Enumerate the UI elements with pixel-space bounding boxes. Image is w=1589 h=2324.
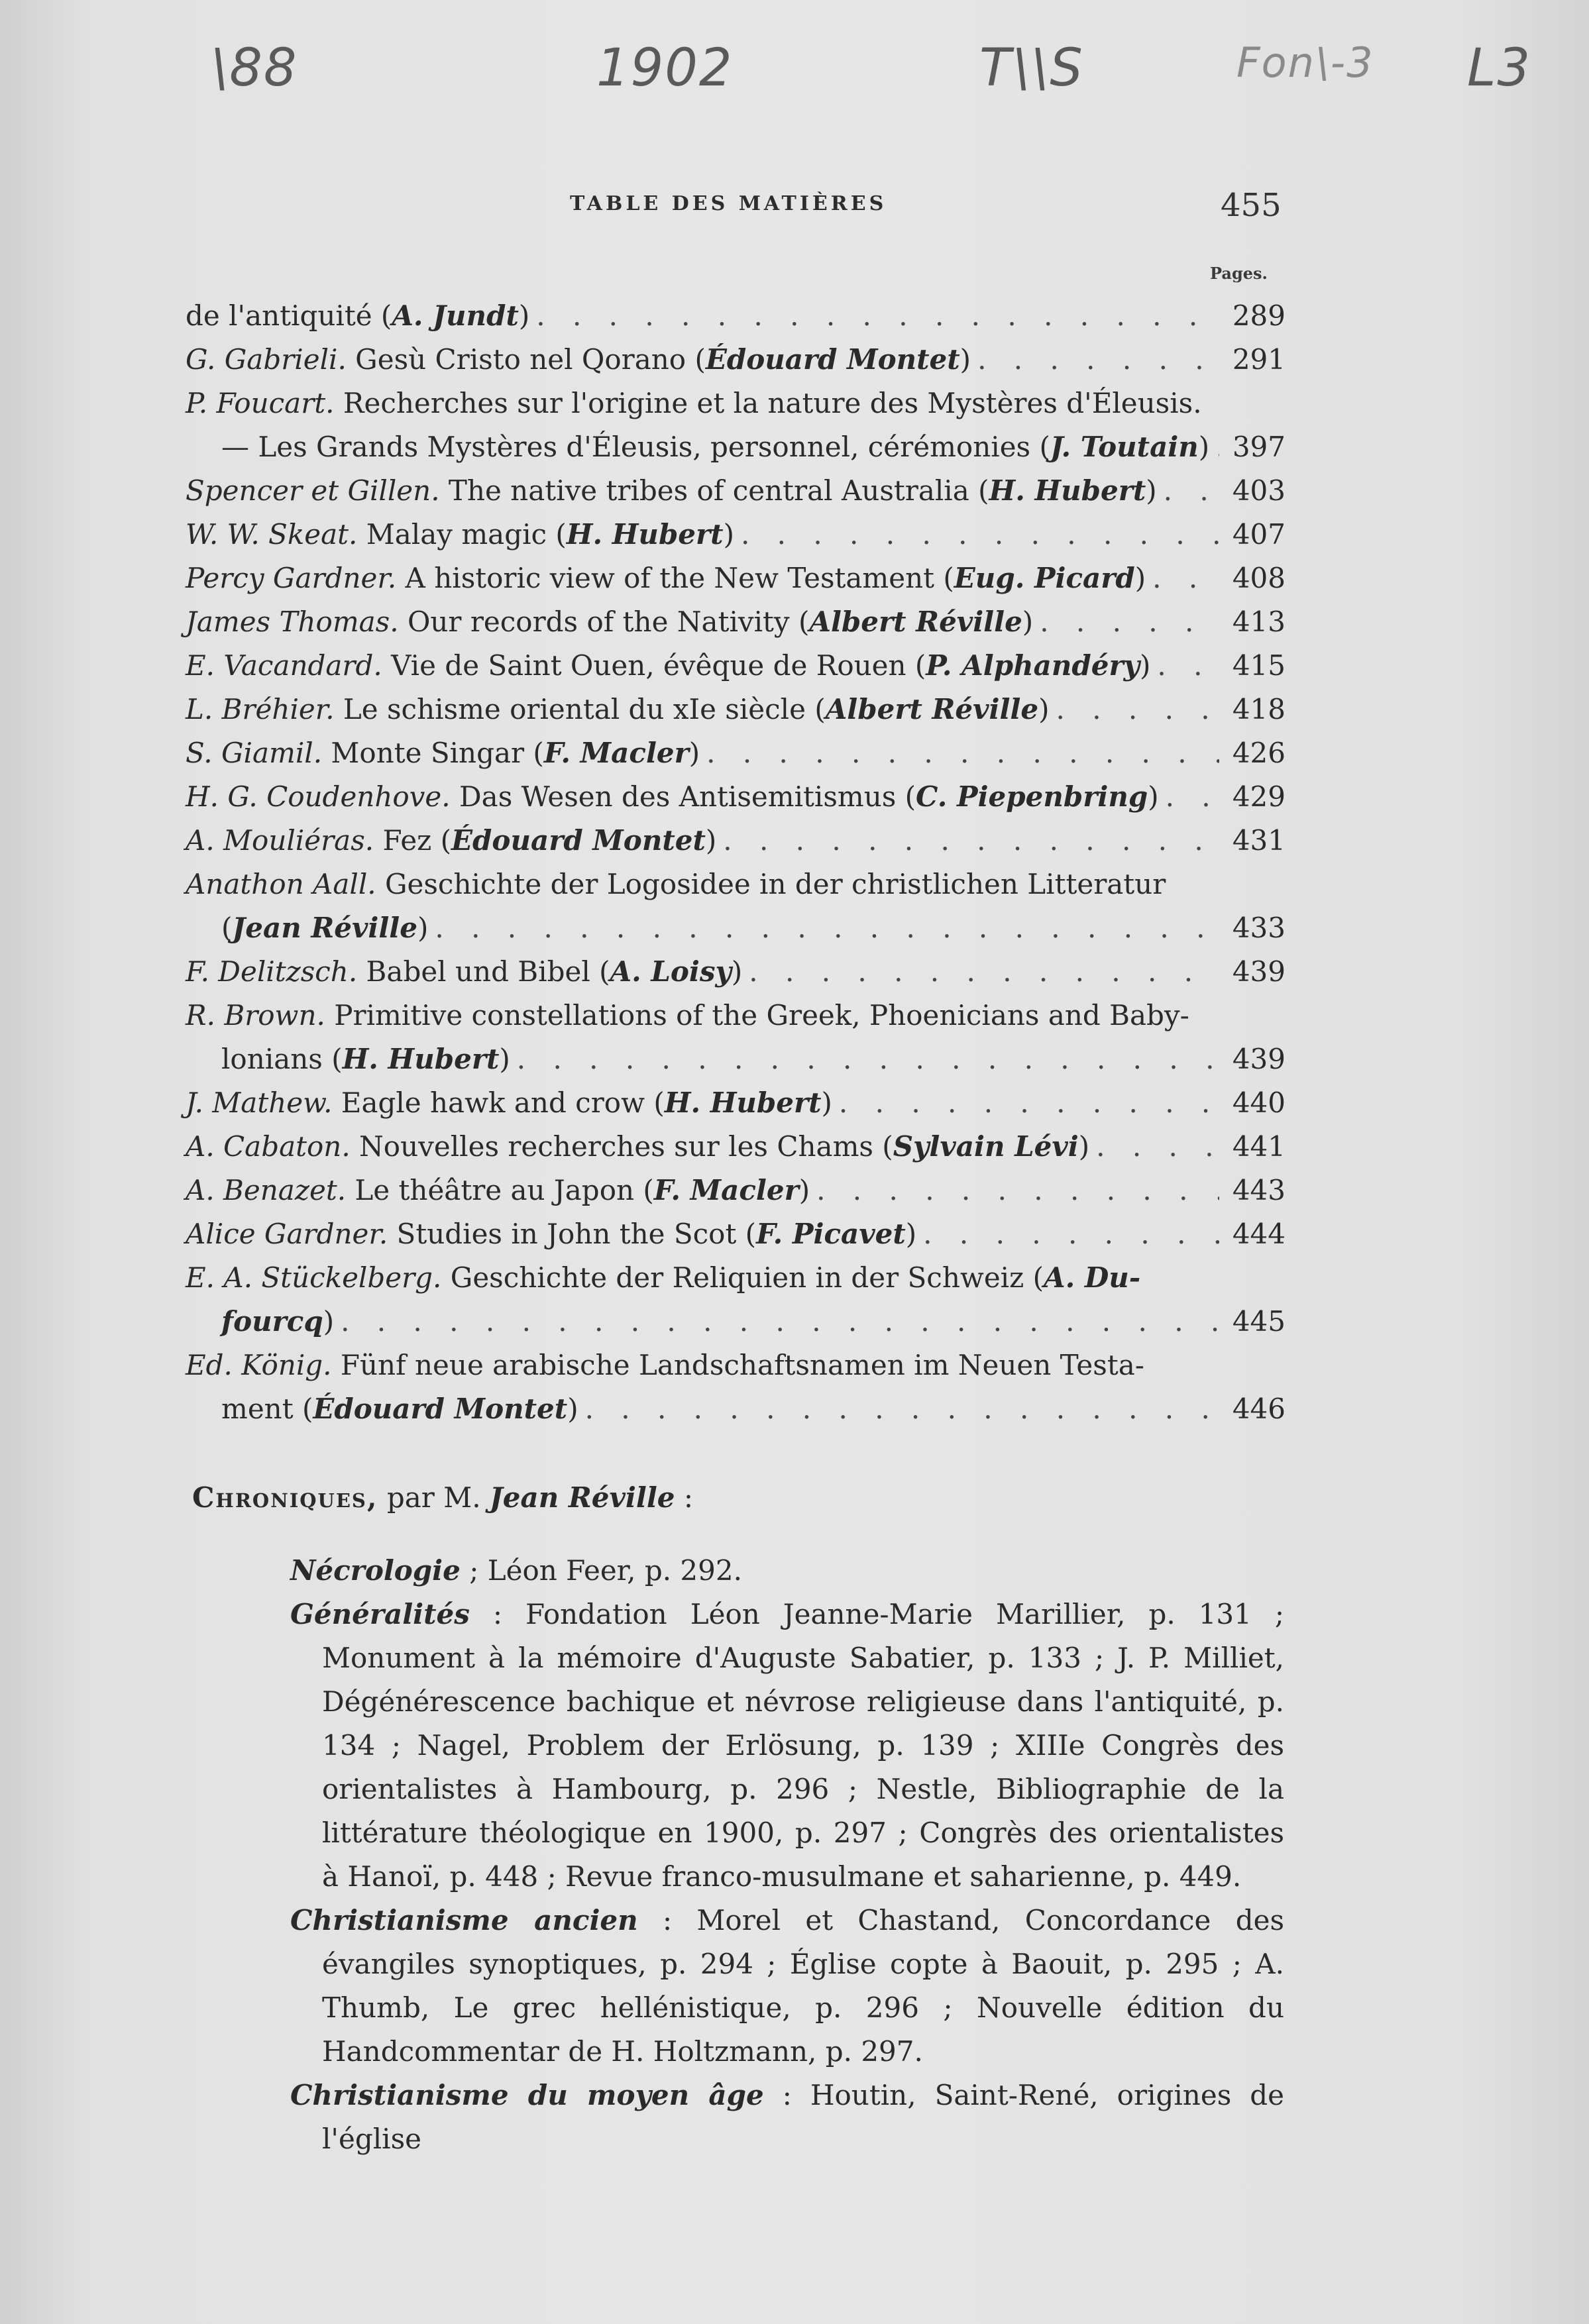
dot-leader	[923, 1212, 1219, 1256]
dot-leader	[585, 1387, 1219, 1431]
toc-entry	[186, 338, 1286, 382]
toc-title: (	[221, 912, 233, 944]
dot-leader	[1216, 425, 1219, 469]
toc-punct: )	[417, 912, 429, 944]
handwritten-note-3: T\\S	[979, 38, 1084, 98]
dot-leader	[1166, 775, 1219, 819]
toc-reviewer: C. Piepenbring	[916, 780, 1148, 813]
toc-line	[186, 775, 1286, 819]
toc-line	[186, 382, 1286, 425]
toc-entry	[186, 469, 1286, 513]
toc-page-number: 413	[1232, 606, 1286, 638]
toc-title: A historic view of the New Testament (	[396, 562, 954, 594]
chronique-category: Christianisme du moyen âge	[290, 2079, 764, 2111]
toc-title: ment (	[221, 1393, 313, 1425]
toc-text	[186, 294, 529, 338]
toc-punct: )	[1078, 1130, 1090, 1163]
chronique-section	[290, 2074, 1284, 2161]
toc-line	[186, 1300, 1286, 1344]
chronique-section	[290, 1549, 1284, 1593]
toc-text	[186, 1125, 1089, 1169]
toc-page-number: 415	[1232, 649, 1286, 682]
chronique-category: Christianisme ancien	[290, 1904, 638, 1936]
toc-text	[186, 1081, 832, 1125]
dot-leader	[1096, 1125, 1219, 1169]
toc-text	[186, 644, 1150, 688]
toc-entry	[186, 863, 1286, 950]
toc-page-number: 446	[1232, 1393, 1286, 1425]
toc-punct: )	[499, 1043, 510, 1075]
toc-line	[186, 1344, 1286, 1387]
toc-entry	[186, 1256, 1286, 1344]
toc-title: Le schisme oriental du xIe siècle (	[334, 693, 826, 725]
toc-line	[186, 469, 1286, 513]
toc-title: Le théâtre au Japon (	[346, 1174, 654, 1206]
toc-page-number: 440	[1232, 1086, 1286, 1119]
toc-entry	[186, 950, 1286, 994]
chroniques-author: Jean Réville	[489, 1481, 675, 1514]
page-number: 455	[1221, 187, 1282, 224]
toc-text	[186, 513, 734, 556]
toc-title: Studies in John the Scot (	[388, 1218, 757, 1250]
table-of-contents	[186, 294, 1286, 1431]
chronique-text: : Fondation Léon Jeanne-Marie Marillier, p. 131 ; Monument à la mémoire d'Auguste Sabatier, p. 133 ; J. P. Milliet, Dégénérescence bachique et névrose religieuse dans l'antiquité, p. 134 ; Nagel, Problem der Erlösung, p. 139 ; XIIIe Congrès des orientalistes à Hambourg, p. 296 ; Nestle, Bibliographie de la littérature théologique en 1900, p. 297 ; Congrès des orientalistes à Hanoï, p. 448 ; Revue franco-musulmane et saharienne, p. 449.	[322, 1598, 1284, 1893]
toc-title: Fez (	[374, 824, 452, 857]
toc-page-number: 443	[1232, 1174, 1286, 1206]
toc-line	[186, 688, 1286, 731]
toc-text	[186, 1212, 916, 1256]
toc-reviewer: F. Macler	[653, 1174, 799, 1206]
toc-line	[186, 950, 1286, 994]
chroniques-label: Chroniques,	[192, 1481, 378, 1514]
toc-line	[186, 731, 1286, 775]
chronique-text: : Houtin, Saint-René, origines de l'église	[322, 2079, 1284, 2155]
toc-text	[186, 994, 1189, 1037]
chroniques-by: par M.	[378, 1481, 490, 1514]
toc-text	[186, 775, 1159, 819]
toc-title: de l'antiquité (	[186, 299, 392, 332]
toc-line	[186, 994, 1286, 1037]
toc-line	[186, 1081, 1286, 1125]
dot-leader	[1164, 469, 1219, 513]
toc-entry	[186, 731, 1286, 775]
toc-text	[186, 950, 742, 994]
toc-reviewer: H. Hubert	[566, 518, 724, 551]
toc-reviewer: Albert Réville	[809, 606, 1022, 638]
toc-entry	[186, 556, 1286, 600]
toc-reviewer: H. Hubert	[664, 1086, 822, 1119]
toc-reviewer: J. Toutain	[1050, 431, 1199, 463]
toc-author: Spencer et Gillen.	[186, 474, 440, 507]
toc-page-number: 407	[1232, 518, 1286, 551]
toc-title: Fünf neue arabische Landschaftsnamen im Neuen Testa-	[331, 1349, 1144, 1381]
toc-page-number: 444	[1232, 1218, 1286, 1250]
toc-text	[186, 819, 716, 863]
toc-title: — Les Grands Mystères d'Éleusis, personnel, cérémonies (	[221, 431, 1050, 463]
toc-line	[186, 338, 1286, 382]
toc-page-number: 431	[1232, 824, 1286, 857]
toc-punct: )	[1022, 606, 1034, 638]
dot-leader	[341, 1300, 1219, 1344]
toc-reviewer: Édouard Montet	[313, 1393, 568, 1425]
handwritten-note-2: 1902	[596, 38, 734, 98]
toc-line	[186, 644, 1286, 688]
chronique-category: Généralités	[290, 1598, 470, 1630]
toc-text	[221, 1387, 578, 1431]
toc-punct: )	[1198, 431, 1210, 463]
toc-title: Das Wesen des Antisemitismus (	[450, 780, 916, 813]
toc-punct: )	[705, 824, 717, 857]
toc-author: P. Foucart.	[186, 387, 335, 419]
toc-line	[186, 513, 1286, 556]
toc-page-number: 408	[1232, 562, 1286, 594]
toc-author: A. Cabaton.	[186, 1130, 351, 1163]
toc-punct: )	[323, 1305, 335, 1338]
toc-page-number: 426	[1232, 737, 1286, 769]
toc-entry	[186, 382, 1286, 469]
toc-author: Anathon Aall.	[186, 868, 376, 900]
toc-punct: )	[798, 1174, 810, 1206]
toc-punct: )	[723, 518, 734, 551]
toc-entry	[186, 1081, 1286, 1125]
chronique-text: ; Léon Feer, p. 292.	[460, 1554, 742, 1587]
toc-text	[186, 731, 700, 775]
handwritten-note-1: \88	[211, 38, 298, 98]
chronique-section	[290, 1899, 1284, 2074]
toc-reviewer: A. Du-	[1043, 1261, 1141, 1294]
handwritten-note-4: Fon\-3	[1236, 38, 1374, 87]
toc-entry	[186, 1169, 1286, 1212]
toc-title: Vie de Saint Ouen, évêque de Rouen (	[382, 649, 926, 682]
toc-reviewer: Jean Réville	[232, 912, 417, 944]
toc-punct: )	[1134, 562, 1146, 594]
toc-line	[186, 556, 1286, 600]
toc-entry	[186, 294, 1286, 338]
toc-entry	[186, 819, 1286, 863]
dot-leader	[1040, 600, 1219, 644]
toc-author: A. Benazet.	[186, 1174, 347, 1206]
toc-page-number: 291	[1232, 343, 1286, 376]
toc-page-number: 289	[1232, 299, 1286, 332]
toc-entry	[186, 688, 1286, 731]
toc-text	[221, 1300, 334, 1344]
dot-leader	[536, 294, 1219, 338]
toc-entry	[186, 513, 1286, 556]
toc-title: Monte Singar (	[322, 737, 544, 769]
toc-author: H. G. Coudenhove.	[186, 780, 451, 813]
toc-reviewer: Édouard Montet	[705, 343, 960, 376]
toc-reviewer: H. Hubert	[989, 474, 1146, 507]
toc-entry	[186, 600, 1286, 644]
toc-title: Malay magic (	[357, 518, 567, 551]
toc-punct: )	[1140, 649, 1151, 682]
toc-title: Geschichte der Reliquien in der Schweiz (	[441, 1261, 1044, 1294]
toc-line	[186, 1037, 1286, 1081]
toc-reviewer: A. Loisy	[610, 955, 732, 988]
pages-column-label: Pages.	[1210, 264, 1268, 283]
toc-title: Geschichte der Logosidee in der christlichen Litteratur	[376, 868, 1166, 900]
toc-author: F. Delitzsch.	[186, 955, 358, 988]
toc-text	[186, 688, 1050, 731]
toc-reviewer: Sylvain Lévi	[893, 1130, 1079, 1163]
toc-line	[186, 1125, 1286, 1169]
toc-punct: )	[1148, 780, 1159, 813]
toc-line	[186, 1169, 1286, 1212]
toc-line	[186, 819, 1286, 863]
toc-author: Ed. König.	[186, 1349, 332, 1381]
toc-author: J. Mathew.	[186, 1086, 333, 1119]
toc-author: G. Gabrieli.	[186, 343, 347, 376]
dot-leader	[706, 731, 1219, 775]
toc-title: Primitive constellations of the Greek, Phoenicians and Baby-	[325, 999, 1189, 1031]
toc-author: James Thomas.	[186, 606, 399, 638]
toc-entry	[186, 1125, 1286, 1169]
toc-reviewer: F. Picavet	[756, 1218, 906, 1250]
toc-punct: )	[905, 1218, 917, 1250]
toc-title: Gesù Cristo nel Qorano (	[346, 343, 706, 376]
toc-text	[186, 469, 1157, 513]
toc-title: lonians (	[221, 1043, 343, 1075]
toc-page-number: 433	[1232, 912, 1286, 944]
toc-title: Our records of the Nativity (	[398, 606, 810, 638]
toc-text	[221, 1037, 510, 1081]
toc-text	[186, 556, 1146, 600]
toc-title: Recherches sur l'origine et la nature des Mystères d'Éleusis.	[334, 387, 1202, 419]
dot-leader	[1157, 644, 1219, 688]
toc-line	[186, 1256, 1286, 1300]
dot-leader	[435, 906, 1219, 950]
toc-text	[221, 425, 1209, 469]
toc-author: E. Vacandard.	[186, 649, 382, 682]
toc-text	[186, 1169, 810, 1212]
toc-punct: )	[567, 1393, 578, 1425]
dot-leader	[816, 1169, 1219, 1212]
dot-leader	[1056, 688, 1220, 731]
toc-entry	[186, 994, 1286, 1081]
toc-title: The native tribes of central Australia (	[439, 474, 989, 507]
toc-line	[186, 294, 1286, 338]
toc-author: L. Bréhier.	[186, 693, 335, 725]
toc-punct: )	[688, 737, 700, 769]
toc-punct: )	[1038, 693, 1050, 725]
toc-author: A. Mouliéras.	[186, 824, 374, 857]
toc-text	[221, 906, 428, 950]
dot-leader	[517, 1037, 1219, 1081]
toc-page-number: 441	[1232, 1130, 1286, 1163]
toc-line	[186, 425, 1286, 469]
toc-text	[186, 1256, 1140, 1300]
toc-page-number: 445	[1232, 1305, 1286, 1338]
toc-author: E. A. Stückelberg.	[186, 1261, 442, 1294]
toc-entry	[186, 644, 1286, 688]
chroniques-heading	[192, 1476, 693, 1520]
toc-page-number: 403	[1232, 474, 1286, 507]
toc-page-number: 439	[1232, 955, 1286, 988]
toc-reviewer: Édouard Montet	[451, 824, 706, 857]
toc-title: Eagle hawk and crow (	[332, 1086, 665, 1119]
toc-entry	[186, 775, 1286, 819]
dot-leader	[723, 819, 1219, 863]
chroniques-list	[290, 1549, 1284, 2161]
toc-reviewer: Albert Réville	[825, 693, 1039, 725]
toc-author: Alice Gardner.	[186, 1218, 388, 1250]
toc-line	[186, 1212, 1286, 1256]
chroniques-colon: :	[675, 1481, 694, 1514]
toc-page-number: 418	[1232, 693, 1286, 725]
toc-text	[186, 1344, 1144, 1387]
toc-author: Percy Gardner.	[186, 562, 397, 594]
dot-leader	[749, 950, 1219, 994]
chronique-category: Nécrologie	[290, 1554, 461, 1587]
toc-reviewer: F. Macler	[543, 737, 689, 769]
dot-leader	[839, 1081, 1219, 1125]
chronique-section	[290, 1593, 1284, 1899]
chronique-text: : Morel et Chastand, Concordance des évangiles synoptiques, p. 294 ; Église copte à Baouit, p. 295 ; A. Thumb, Le grec hellénistique, p. 296 ; Nouvelle édition du Handcommentar de H. Holtzmann, p. 297.	[322, 1904, 1284, 2068]
handwritten-note-5: L3	[1467, 38, 1532, 98]
toc-punct: )	[1146, 474, 1157, 507]
toc-reviewer: P. Alphandéry	[926, 649, 1140, 682]
toc-page-number: 397	[1232, 431, 1286, 463]
toc-punct: )	[518, 299, 530, 332]
toc-entry	[186, 1344, 1286, 1431]
dot-leader	[741, 513, 1219, 556]
toc-text	[186, 600, 1033, 644]
toc-text	[186, 382, 1202, 425]
toc-entry	[186, 1212, 1286, 1256]
toc-page-number: 429	[1232, 780, 1286, 813]
toc-line	[186, 1387, 1286, 1431]
toc-line	[186, 863, 1286, 906]
toc-reviewer: A. Jundt	[392, 299, 519, 332]
toc-reviewer: fourcq	[221, 1305, 323, 1338]
running-head: TABLE DES MATIÈRES	[570, 192, 887, 215]
toc-title: Babel und Bibel (	[357, 955, 610, 988]
toc-punct: )	[959, 343, 971, 376]
toc-line	[186, 906, 1286, 950]
toc-line	[186, 600, 1286, 644]
toc-reviewer: Eug. Picard	[954, 562, 1135, 594]
toc-page-number: 439	[1232, 1043, 1286, 1075]
toc-author: W. W. Skeat.	[186, 518, 358, 551]
toc-punct: )	[821, 1086, 832, 1119]
toc-text	[186, 863, 1166, 906]
toc-punct: )	[731, 955, 743, 988]
toc-text	[186, 338, 971, 382]
dot-leader	[977, 338, 1219, 382]
dot-leader	[1152, 556, 1219, 600]
toc-author: S. Giamil.	[186, 737, 323, 769]
toc-title: Nouvelles recherches sur les Chams (	[350, 1130, 893, 1163]
toc-author: R. Brown.	[186, 999, 325, 1031]
toc-reviewer: H. Hubert	[342, 1043, 500, 1075]
